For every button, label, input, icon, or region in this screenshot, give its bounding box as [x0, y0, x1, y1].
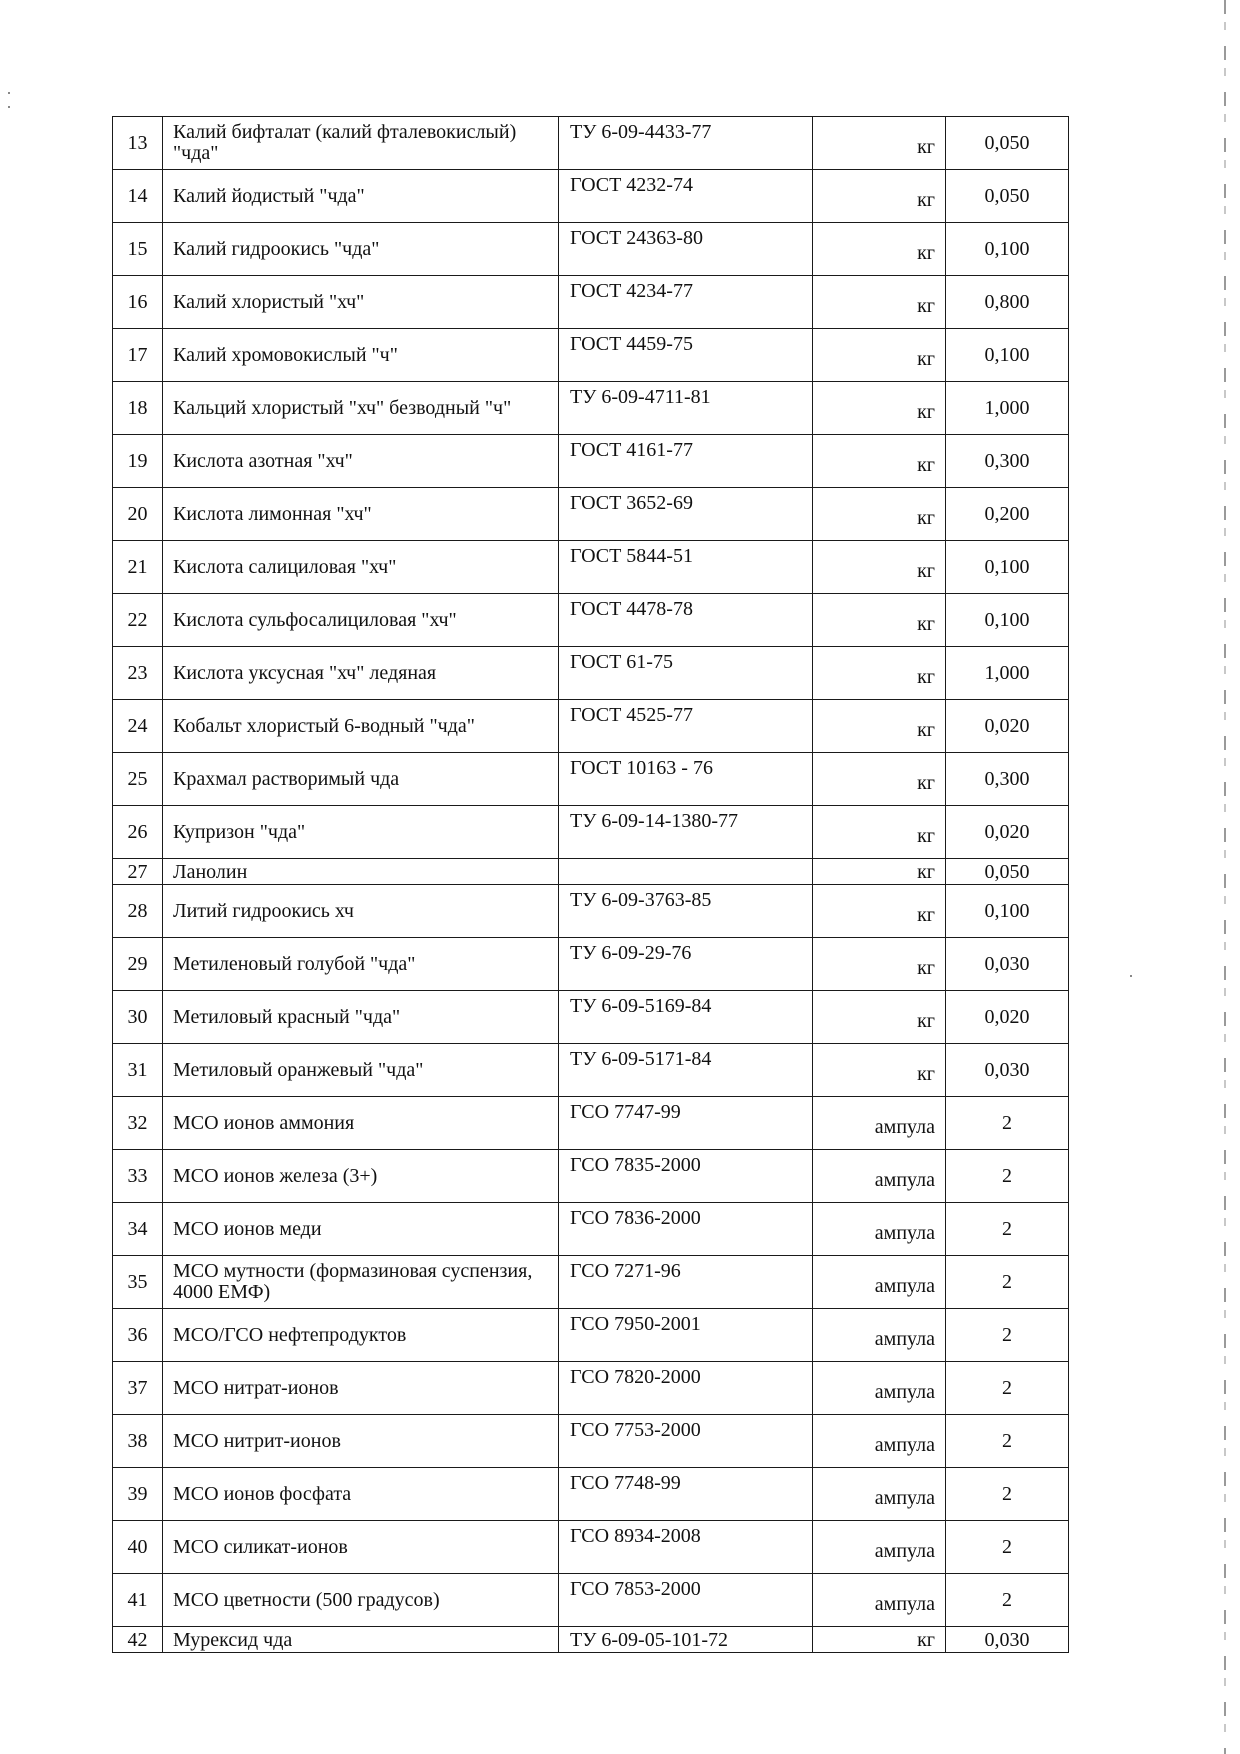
unit-of-measure: кг: [813, 647, 946, 700]
unit-of-measure: кг: [813, 753, 946, 806]
table-row: [113, 938, 1069, 991]
row-number: 19: [113, 435, 163, 488]
unit-of-measure: кг: [813, 488, 946, 541]
quantity: 0,020: [946, 991, 1069, 1044]
unit-of-measure: ампула: [813, 1521, 946, 1574]
table-row: [113, 700, 1069, 753]
table-row: [113, 594, 1069, 647]
standard-code: ГОСТ 4478-78: [559, 594, 813, 647]
quantity: 1,000: [946, 382, 1069, 435]
table-row: [113, 488, 1069, 541]
unit-of-measure: кг: [813, 594, 946, 647]
table-row: [113, 991, 1069, 1044]
unit-of-measure: кг: [813, 170, 946, 223]
table-row: [113, 1574, 1069, 1627]
unit-of-measure: ампула: [813, 1574, 946, 1627]
standard-code: ГОСТ 4232-74: [559, 170, 813, 223]
quantity: 0,050: [946, 170, 1069, 223]
reagents-table: [112, 116, 1069, 1653]
standard-code: ГСО 7747-99: [559, 1097, 813, 1150]
table-row: [113, 1150, 1069, 1203]
unit-of-measure: кг: [813, 435, 946, 488]
table-row: [113, 859, 1069, 885]
row-number: 13: [113, 117, 163, 170]
quantity: 0,100: [946, 541, 1069, 594]
table-row: [113, 541, 1069, 594]
reagent-name: Калий хлористый "хч": [163, 276, 559, 329]
row-number: 18: [113, 382, 163, 435]
row-number: 27: [113, 859, 163, 885]
quantity: 2: [946, 1150, 1069, 1203]
reagent-name: Метиловый красный "чда": [163, 991, 559, 1044]
reagent-name: Кислота уксусная "хч" ледяная: [163, 647, 559, 700]
row-number: 30: [113, 991, 163, 1044]
table-row: [113, 1468, 1069, 1521]
standard-code: ГОСТ 4234-77: [559, 276, 813, 329]
quantity: 2: [946, 1256, 1069, 1309]
quantity: 0,030: [946, 1044, 1069, 1097]
reagent-name: Калий хромовокислый "ч": [163, 329, 559, 382]
standard-code: ГОСТ 10163 - 76: [559, 753, 813, 806]
reagent-name: Купризон "чда": [163, 806, 559, 859]
row-number: 33: [113, 1150, 163, 1203]
reagent-name: Кальций хлористый "хч" безводный "ч": [163, 382, 559, 435]
quantity: 2: [946, 1521, 1069, 1574]
table-row: [113, 1256, 1069, 1309]
standard-code: ГСО 7853-2000: [559, 1574, 813, 1627]
unit-of-measure: кг: [813, 1627, 946, 1653]
standard-code: ГСО 7753-2000: [559, 1415, 813, 1468]
unit-of-measure: ампула: [813, 1097, 946, 1150]
row-number: 28: [113, 885, 163, 938]
reagent-name: МСО/ГСО нефтепродуктов: [163, 1309, 559, 1362]
quantity: 0,100: [946, 885, 1069, 938]
standard-code: ГСО 7836-2000: [559, 1203, 813, 1256]
table-row: [113, 1362, 1069, 1415]
row-number: 14: [113, 170, 163, 223]
unit-of-measure: кг: [813, 700, 946, 753]
standard-code: ТУ 6-09-29-76: [559, 938, 813, 991]
row-number: 23: [113, 647, 163, 700]
standard-code: [559, 859, 813, 885]
quantity: 0,100: [946, 329, 1069, 382]
unit-of-measure: ампула: [813, 1415, 946, 1468]
table-row: [113, 1203, 1069, 1256]
reagent-name: Калий йодистый "чда": [163, 170, 559, 223]
quantity: 0,020: [946, 806, 1069, 859]
standard-code: ГОСТ 24363-80: [559, 223, 813, 276]
table-row: [113, 1309, 1069, 1362]
standard-code: ГСО 8934-2008: [559, 1521, 813, 1574]
quantity: 0,030: [946, 938, 1069, 991]
unit-of-measure: ампула: [813, 1309, 946, 1362]
row-number: 29: [113, 938, 163, 991]
quantity: 2: [946, 1468, 1069, 1521]
quantity: 0,200: [946, 488, 1069, 541]
standard-code: ТУ 6-09-5169-84: [559, 991, 813, 1044]
reagent-name: МСО ионов аммония: [163, 1097, 559, 1150]
table-row: [113, 223, 1069, 276]
table-row: [113, 1627, 1069, 1653]
table-row: [113, 1415, 1069, 1468]
reagents-table-body: [113, 117, 1069, 1653]
unit-of-measure: кг: [813, 276, 946, 329]
row-number: 41: [113, 1574, 163, 1627]
reagent-name: Кислота салициловая "хч": [163, 541, 559, 594]
table-row: [113, 170, 1069, 223]
row-number: 24: [113, 700, 163, 753]
reagent-name: Кислота азотная "хч": [163, 435, 559, 488]
scan-speck: [8, 106, 10, 108]
reagent-name: Калий бифталат (калий фталевокислый) "чда": [163, 117, 559, 170]
standard-code: ТУ 6-09-3763-85: [559, 885, 813, 938]
row-number: 17: [113, 329, 163, 382]
reagent-name: Метиленовый голубой "чда": [163, 938, 559, 991]
unit-of-measure: ампула: [813, 1203, 946, 1256]
standard-code: ГСО 7820-2000: [559, 1362, 813, 1415]
row-number: 39: [113, 1468, 163, 1521]
table-row: [113, 1521, 1069, 1574]
row-number: 21: [113, 541, 163, 594]
scan-speck: [1130, 975, 1132, 977]
quantity: 0,030: [946, 1627, 1069, 1653]
row-number: 35: [113, 1256, 163, 1309]
quantity: 0,020: [946, 700, 1069, 753]
reagent-name: Кобальт хлористый 6-водный "чда": [163, 700, 559, 753]
standard-code: ГСО 7950-2001: [559, 1309, 813, 1362]
row-number: 25: [113, 753, 163, 806]
reagent-name: МСО цветности (500 градусов): [163, 1574, 559, 1627]
standard-code: ГОСТ 61-75: [559, 647, 813, 700]
row-number: 32: [113, 1097, 163, 1150]
unit-of-measure: кг: [813, 223, 946, 276]
quantity: 0,100: [946, 223, 1069, 276]
standard-code: ГСО 7271-96: [559, 1256, 813, 1309]
row-number: 42: [113, 1627, 163, 1653]
unit-of-measure: ампула: [813, 1256, 946, 1309]
scan-speck: [8, 92, 10, 94]
quantity: 2: [946, 1203, 1069, 1256]
quantity: 0,300: [946, 753, 1069, 806]
reagent-name: Кислота лимонная "хч": [163, 488, 559, 541]
reagent-name: Метиловый оранжевый "чда": [163, 1044, 559, 1097]
quantity: 0,100: [946, 594, 1069, 647]
quantity: 2: [946, 1309, 1069, 1362]
standard-code: ГСО 7748-99: [559, 1468, 813, 1521]
unit-of-measure: ампула: [813, 1468, 946, 1521]
quantity: 2: [946, 1362, 1069, 1415]
row-number: 38: [113, 1415, 163, 1468]
row-number: 31: [113, 1044, 163, 1097]
unit-of-measure: ампула: [813, 1362, 946, 1415]
table-row: [113, 753, 1069, 806]
reagent-name: Ланолин: [163, 859, 559, 885]
table-row: [113, 117, 1069, 170]
reagent-name: Мурексид чда: [163, 1627, 559, 1653]
row-number: 26: [113, 806, 163, 859]
reagent-name: МСО ионов фосфата: [163, 1468, 559, 1521]
standard-code: ГОСТ 4161-77: [559, 435, 813, 488]
reagent-name: Кислота сульфосалициловая "хч": [163, 594, 559, 647]
row-number: 16: [113, 276, 163, 329]
table-row: [113, 1097, 1069, 1150]
row-number: 20: [113, 488, 163, 541]
reagent-name: Литий гидроокись хч: [163, 885, 559, 938]
row-number: 34: [113, 1203, 163, 1256]
standard-code: ГОСТ 3652-69: [559, 488, 813, 541]
standard-code: ТУ 6-09-4433-77: [559, 117, 813, 170]
unit-of-measure: кг: [813, 991, 946, 1044]
unit-of-measure: кг: [813, 1044, 946, 1097]
standard-code: ТУ 6-09-4711-81: [559, 382, 813, 435]
standard-code: ТУ 6-09-5171-84: [559, 1044, 813, 1097]
unit-of-measure: кг: [813, 329, 946, 382]
reagent-name: МСО ионов меди: [163, 1203, 559, 1256]
unit-of-measure: ампула: [813, 1150, 946, 1203]
quantity: 0,050: [946, 859, 1069, 885]
unit-of-measure: кг: [813, 938, 946, 991]
quantity: 0,050: [946, 117, 1069, 170]
row-number: 40: [113, 1521, 163, 1574]
reagent-name: МСО нитрит-ионов: [163, 1415, 559, 1468]
standard-code: ТУ 6-09-05-101-72: [559, 1627, 813, 1653]
table-row: [113, 806, 1069, 859]
reagent-name: Калий гидроокись "чда": [163, 223, 559, 276]
standard-code: ГСО 7835-2000: [559, 1150, 813, 1203]
row-number: 15: [113, 223, 163, 276]
standard-code: ГОСТ 5844-51: [559, 541, 813, 594]
quantity: 2: [946, 1097, 1069, 1150]
unit-of-measure: кг: [813, 806, 946, 859]
reagent-name: МСО мутности (формазиновая суспензия, 4000 ЕМФ): [163, 1256, 559, 1309]
reagent-name: Крахмал растворимый чда: [163, 753, 559, 806]
unit-of-measure: кг: [813, 117, 946, 170]
quantity: 0,800: [946, 276, 1069, 329]
quantity: 2: [946, 1415, 1069, 1468]
unit-of-measure: кг: [813, 859, 946, 885]
reagent-name: МСО ионов железа (3+): [163, 1150, 559, 1203]
table-row: [113, 382, 1069, 435]
quantity: 2: [946, 1574, 1069, 1627]
row-number: 37: [113, 1362, 163, 1415]
table-row: [113, 647, 1069, 700]
standard-code: ГОСТ 4459-75: [559, 329, 813, 382]
table-row: [113, 1044, 1069, 1097]
table-row: [113, 435, 1069, 488]
unit-of-measure: кг: [813, 885, 946, 938]
scan-edge: [1224, 0, 1226, 1754]
table-row: [113, 329, 1069, 382]
row-number: 22: [113, 594, 163, 647]
reagent-name: МСО силикат-ионов: [163, 1521, 559, 1574]
row-number: 36: [113, 1309, 163, 1362]
quantity: 0,300: [946, 435, 1069, 488]
standard-code: ГОСТ 4525-77: [559, 700, 813, 753]
unit-of-measure: кг: [813, 382, 946, 435]
table-row: [113, 885, 1069, 938]
reagent-name: МСО нитрат-ионов: [163, 1362, 559, 1415]
unit-of-measure: кг: [813, 541, 946, 594]
quantity: 1,000: [946, 647, 1069, 700]
table-row: [113, 276, 1069, 329]
standard-code: ТУ 6-09-14-1380-77: [559, 806, 813, 859]
